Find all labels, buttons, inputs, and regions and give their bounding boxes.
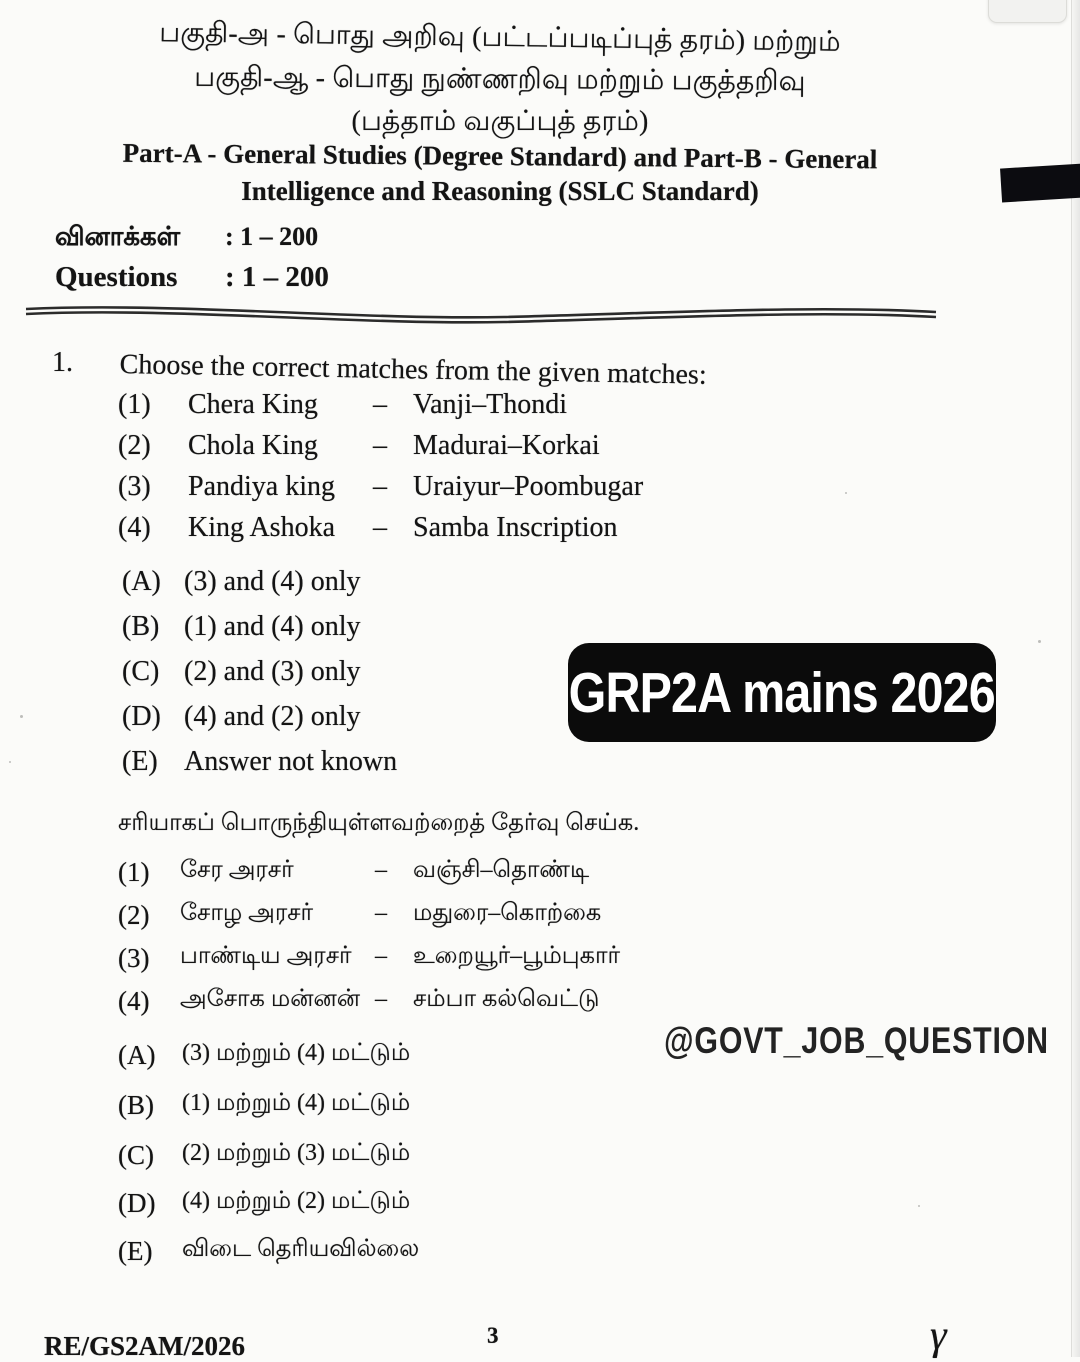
questions-range-tamil bbox=[55, 222, 318, 255]
match-number: (3) bbox=[118, 471, 151, 502]
match-left: பாண்டிய அரசர் bbox=[180, 943, 352, 969]
match-right: Vanji–Thondi bbox=[413, 389, 567, 420]
match-right: Madurai–Korkai bbox=[413, 430, 600, 461]
match-row-english bbox=[118, 430, 600, 462]
match-row-tamil bbox=[118, 857, 589, 888]
match-number: (2) bbox=[118, 900, 150, 930]
match-number: (1) bbox=[118, 389, 151, 420]
match-dash: – bbox=[373, 389, 387, 420]
match-row-english bbox=[118, 471, 643, 503]
option-row-tamil bbox=[118, 1090, 410, 1121]
match-left: சோழ அரசர் bbox=[180, 900, 314, 926]
option-label: (C) bbox=[118, 1140, 154, 1170]
option-text: (2) மற்றும் (3) மட்டும் bbox=[182, 1140, 411, 1166]
option-label: (D) bbox=[118, 1188, 156, 1218]
match-right: மதுரை–கொற்கை bbox=[413, 900, 602, 926]
option-text: (4) மற்றும் (2) மட்டும் bbox=[182, 1188, 411, 1214]
scan-page-edge bbox=[1071, 0, 1080, 1357]
grp2a-badge-text: GRP2A mains 2026 bbox=[568, 660, 996, 725]
option-row-english bbox=[122, 566, 361, 598]
match-left: Chera King bbox=[188, 389, 318, 420]
option-label: (A) bbox=[122, 566, 161, 597]
questions-range-english-value: : 1 – 200 bbox=[225, 261, 329, 293]
question-number: 1. bbox=[52, 347, 73, 378]
match-row-english bbox=[118, 512, 618, 544]
match-dash: – bbox=[375, 857, 387, 883]
option-text: (1) மற்றும் (4) மட்டும் bbox=[182, 1090, 411, 1116]
match-row-tamil bbox=[118, 900, 601, 931]
option-text: (3) மற்றும் (4) மட்டும் bbox=[182, 1040, 411, 1066]
questions-range-tamil-label: வினாக்கள் bbox=[55, 222, 181, 251]
match-row-tamil bbox=[118, 943, 620, 974]
match-row-tamil bbox=[118, 986, 599, 1017]
header-tamil-line-2: பகுதி-ஆ - பொது நுண்ணறிவு மற்றும் பகுத்தறிவு bbox=[194, 61, 806, 98]
match-number: (4) bbox=[118, 512, 151, 543]
match-dash: – bbox=[373, 512, 387, 543]
option-label: (D) bbox=[122, 701, 161, 732]
match-number: (1) bbox=[118, 857, 150, 887]
header-tamil-line-1: பகுதி-அ - பொது அறிவு (பட்டப்படிப்புத் தரம்) மற்றும் bbox=[159, 17, 841, 58]
channel-watermark: @GOVT_JOB_QUESTION bbox=[664, 1020, 1049, 1061]
page-number: 3 bbox=[487, 1323, 499, 1348]
questions-range-tamil-value: : 1 – 200 bbox=[225, 222, 319, 251]
question-text-english: Choose the correct matches from the given matches: bbox=[119, 349, 707, 391]
scan-speck bbox=[918, 1205, 920, 1207]
scan-speck bbox=[20, 715, 23, 718]
match-left: Pandiya king bbox=[188, 471, 335, 502]
header-english-line-2: Intelligence and Reasoning (SSLC Standard) bbox=[241, 176, 759, 206]
option-text: (3) and (4) only bbox=[184, 566, 361, 597]
option-row-english bbox=[122, 656, 361, 688]
option-label: (E) bbox=[122, 746, 158, 777]
option-label: (B) bbox=[118, 1090, 154, 1120]
option-text: (4) and (2) only bbox=[184, 701, 361, 732]
questions-range-english bbox=[55, 261, 329, 294]
match-dash: – bbox=[375, 943, 387, 969]
option-row-tamil bbox=[118, 1140, 410, 1171]
scan-tab-artifact bbox=[988, 0, 1067, 23]
match-number: (3) bbox=[118, 943, 150, 973]
header-english-line-1: Part-A - General Studies (Degree Standard) and Part-B - General bbox=[122, 137, 878, 175]
option-label: (E) bbox=[118, 1236, 153, 1266]
option-row-english bbox=[122, 701, 361, 733]
double-rule-divider bbox=[24, 300, 939, 328]
match-number: (2) bbox=[118, 430, 151, 461]
scan-speck bbox=[845, 492, 847, 494]
option-text: (1) and (4) only bbox=[184, 611, 361, 642]
option-row-tamil bbox=[118, 1236, 419, 1267]
match-left: King Ashoka bbox=[188, 512, 335, 543]
questions-range-english-label: Questions bbox=[55, 261, 178, 293]
match-right: சம்பா கல்வெட்டு bbox=[413, 986, 600, 1012]
match-right: வஞ்சி–தொண்டி bbox=[413, 857, 590, 883]
grp2a-badge bbox=[568, 643, 996, 742]
match-left: சேர அரசர் bbox=[180, 857, 294, 883]
corner-gamma-mark: γ bbox=[930, 1313, 947, 1359]
option-row-tamil bbox=[118, 1040, 410, 1071]
match-right: Samba Inscription bbox=[413, 512, 618, 543]
option-label: (C) bbox=[122, 656, 160, 687]
match-number: (4) bbox=[118, 986, 150, 1016]
paper-code: RE/GS2AM/2026 bbox=[44, 1331, 246, 1361]
option-text: (2) and (3) only bbox=[184, 656, 361, 687]
option-text: விடை தெரியவில்லை bbox=[182, 1236, 420, 1262]
option-label: (B) bbox=[122, 611, 160, 642]
scan-black-bar-artifact bbox=[1000, 163, 1080, 202]
option-row-tamil bbox=[118, 1188, 410, 1219]
match-row-english bbox=[118, 389, 567, 421]
option-row-english bbox=[122, 611, 361, 643]
match-right: Uraiyur–Poombugar bbox=[413, 471, 644, 502]
header-tamil-line-3: (பத்தாம் வகுப்புத் தரம்) bbox=[351, 106, 649, 137]
scan-speck bbox=[9, 761, 11, 763]
option-text: Answer not known bbox=[184, 746, 398, 777]
scan-speck bbox=[1038, 640, 1041, 643]
match-left: அசோக மன்னன் bbox=[180, 986, 361, 1012]
match-dash: – bbox=[373, 471, 387, 502]
match-left: Chola King bbox=[188, 430, 318, 461]
option-label: (A) bbox=[118, 1040, 156, 1070]
match-right: உறையூர்–பூம்புகார் bbox=[413, 943, 621, 969]
option-row-english bbox=[122, 746, 397, 778]
match-dash: – bbox=[375, 900, 387, 926]
match-dash: – bbox=[375, 986, 387, 1012]
match-dash: – bbox=[373, 430, 387, 461]
question-text-tamil: சரியாகப் பொருந்தியுள்ளவற்றைத் தேர்வு செய்க. bbox=[118, 810, 640, 836]
